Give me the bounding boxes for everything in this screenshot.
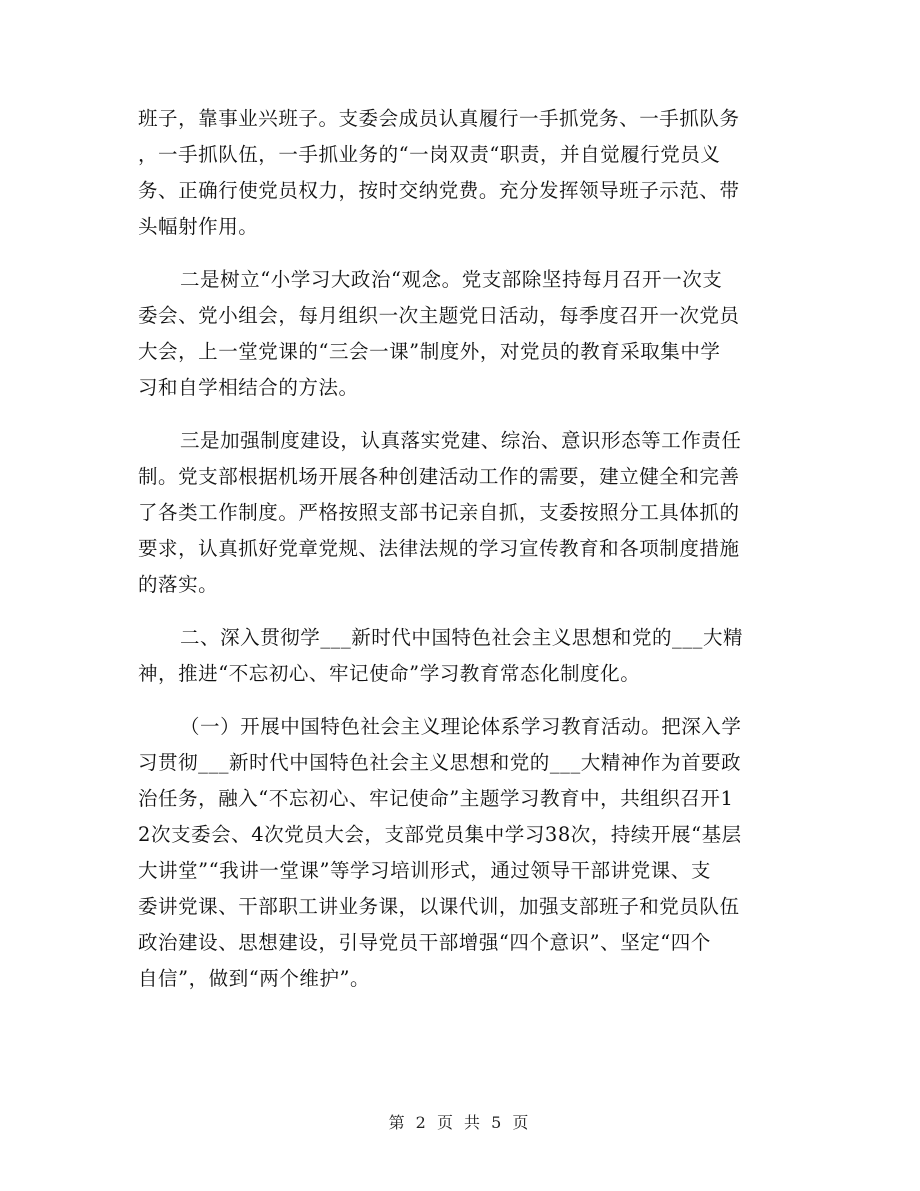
text-line: 制。党支部根据机场开展各种创建活动工作的需要，建立健全和完善 (138, 465, 740, 488)
paragraph-spacer (138, 245, 798, 262)
paragraph-spacer (138, 603, 798, 620)
text-line: 要求，认真抓好党章党规、法律法规的学习宣传教育和各项制度措施 (138, 537, 740, 560)
text-line: ，一手抓队伍，一手抓业务的“一岗双责“职责，并自觉履行党员义 (138, 143, 721, 166)
text-line: 神，推进“不忘初心、牢记使命”学习教育常态化制度化。 (138, 662, 641, 685)
paragraph-spacer (138, 406, 798, 423)
section-heading-2 (138, 620, 798, 692)
text-line: 班子，靠事业兴班子。支委会成员认真履行一手抓党务、一手抓队务 (138, 107, 740, 130)
text-line: 习贯彻___新时代中国特色社会主义思想和党的___大精神作为首要政 (138, 751, 742, 774)
text-line: 头幅射作用。 (138, 215, 259, 238)
text-line: 二是树立“小学习大政治“观念。党支部除坚持每月召开一次支 (180, 268, 723, 291)
document-body (138, 101, 798, 997)
text-line: 习和自学相结合的方法。 (138, 376, 359, 399)
text-line: 政治建设、思想建设，引导党员干部增强“四个意识”、坚定“四个 (138, 931, 711, 954)
text-line: 务、正确行使党员权力，按时交纳党费。充分发挥领导班子示范、带 (138, 179, 740, 202)
text-line: 治任务，融入“不忘初心、牢记使命”主题学习教育中，共组织召开1 (138, 787, 734, 810)
paragraph-5 (138, 709, 798, 997)
text-line: 二、深入贯彻学___新时代中国特色社会主义思想和党的___大精 (180, 626, 744, 649)
paragraph-1 (138, 101, 798, 245)
text-line: 的落实。 (138, 573, 219, 596)
text-line: 大会，上一堂党课的“三会一课”制度外，对党员的教育采取集中学 (138, 340, 721, 363)
text-line: 了各类工作制度。严格按照支部书记亲自抓，支委按照分工具体抓的 (138, 501, 740, 524)
text-line: 三是加强制度建设，认真落实党建、综治、意识形态等工作责任 (180, 429, 742, 452)
text-line: 大讲堂”“我讲一堂课”等学习培训形式，通过领导干部讲党课、支 (138, 859, 711, 882)
paragraph-spacer (138, 692, 798, 709)
paragraph-2 (138, 262, 798, 406)
text-line: （一）开展中国特色社会主义理论体系学习教育活动。把深入学 (180, 715, 742, 738)
text-line: 委讲党课、干部职工讲业务课，以课代训，加强支部班子和党员队伍 (138, 895, 740, 918)
paragraph-3 (138, 423, 798, 603)
text-line: 2次支委会、4次党员大会，支部党员集中学习38次，持续开展“基层 (138, 823, 742, 846)
text-line: 委会、党小组会，每月组织一次主题党日活动，每季度召开一次党员 (138, 304, 740, 327)
page-number-footer: 第 2 页 共 5 页 (388, 1113, 532, 1132)
text-line: 自信”，做到“两个维护”。 (138, 967, 371, 990)
